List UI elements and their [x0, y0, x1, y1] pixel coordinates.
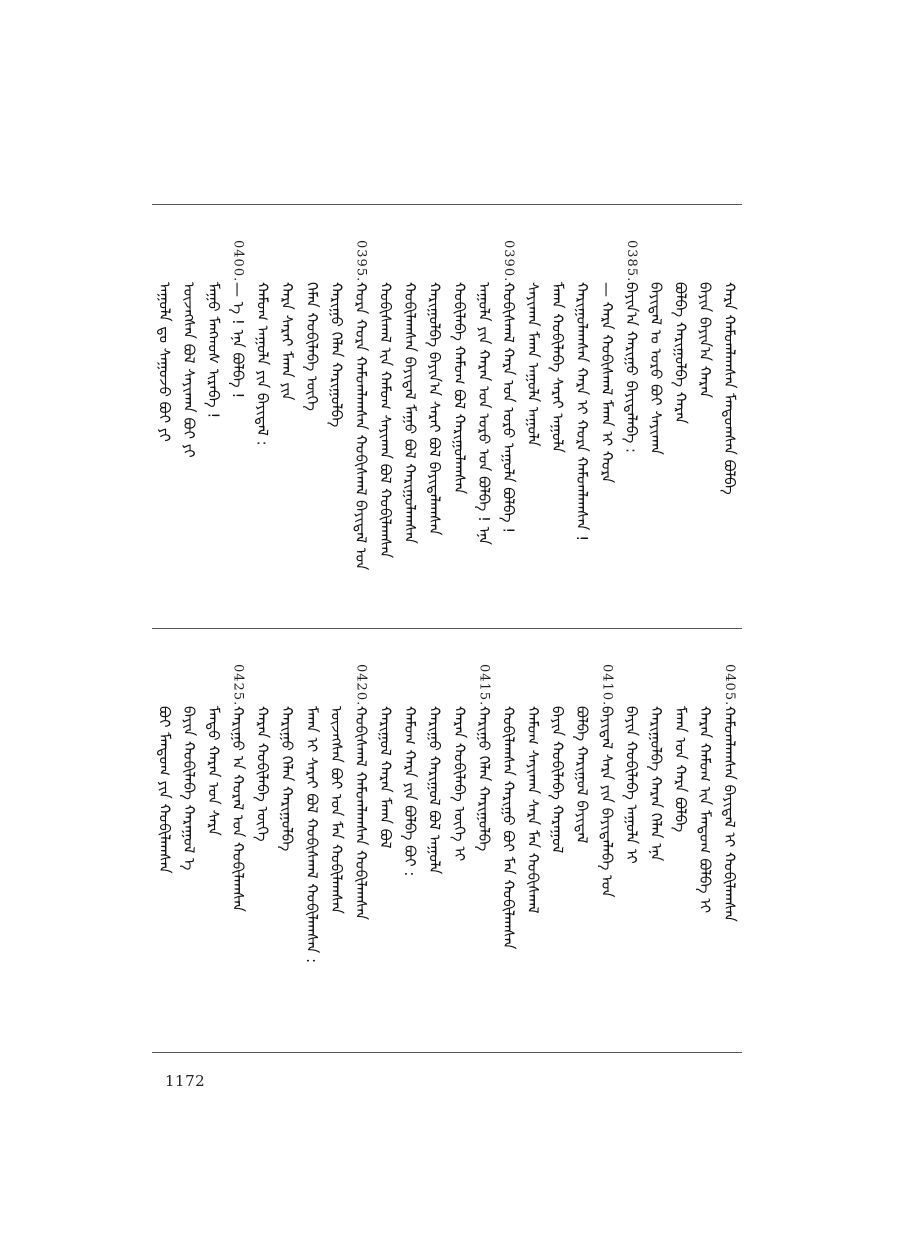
verse-line: ᠠᠭᠤᠯᠠ ᠶᠢᠨ ᠬᠠᠷᠠᠨ ᠤᠨ ᠤᠷᠤ ᠤᠨ ᠪᠤᠯᠪᠠ ! ᠡᠨᠡ: [474, 282, 493, 545]
verse-line: ᠬᠡᠮᠡᠨ ᠬᠤᠪᠢᠯᠠᠪᠠ ᠦᠭᠡ: [302, 282, 321, 412]
verse-line: ᠠᠭᠤᠯᠠ ᠳᠤ ᠰᠠᠭᠤᠵᠤ ᠪᠤᠢ ᠶᠢ: [155, 282, 174, 442]
text-column: [644, 240, 668, 455]
line-number: 0400.: [230, 240, 246, 283]
text-column: [201, 240, 225, 418]
text-column: [595, 240, 619, 483]
text-column: [423, 240, 447, 535]
bottom-text-block: [152, 636, 742, 1044]
line-number: 0395.: [353, 240, 369, 283]
verse-line: ᠰᠠᠶᠢᠬᠠᠨ ᠮᠠᠬᠠ ᠠᠭᠤᠯᠠ ᠠᠭᠤᠯᠠ: [524, 282, 543, 447]
line-number: 0385.: [623, 240, 639, 283]
verse-line: ᠬᠠᠷᠢᠭᠤᠯ ᠬᠠᠷᠠᠨ ᠮᠠᠬᠠ ᠪᠤᠯ: [376, 706, 395, 849]
text-column: [521, 664, 545, 914]
verse-line: ᠬᠤᠪᠢᠰᠬᠠᠯ ᠢᠨ ᠬᠠᠮᠤᠭ ᠰᠠᠶᠢᠬᠠᠨ ᠪᠤᠯ ᠬᠤᠪᠢᠯᠠᠭᠰᠠᠨ: [376, 282, 395, 559]
verse-line: ᠬᠠᠮᠤᠭ ᠰᠠᠶᠢᠬᠠᠨ ᠰᠠᠷᠠ ᠮᠠᠨ ᠬᠤᠪᠢᠰᠬᠠᠯ: [524, 706, 543, 914]
text-column: [226, 664, 250, 912]
text-column: [570, 664, 594, 843]
verse-line: — ᠡ ! ᠡᠨᠡ ᠪᠤᠯᠪᠠ !: [229, 282, 248, 399]
text-column: [251, 240, 275, 446]
verse-line: ᠪᠠᠶᠢᠨ ᠬᠤᠪᠢᠯᠠᠪᠠ ᠠᠭᠤᠯᠠ ᠢ: [622, 706, 641, 864]
text-column: [398, 240, 422, 544]
line-number: 0405.: [722, 664, 738, 707]
text-column: [521, 240, 545, 447]
text-column: [300, 664, 324, 963]
text-column: [496, 240, 520, 533]
line-number: 0410.: [599, 664, 615, 707]
text-column: [152, 240, 176, 442]
text-column: [472, 664, 496, 851]
text-column: [718, 240, 742, 495]
text-column: [226, 240, 250, 398]
verse-line: — ᠬᠠᠷᠠ ᠬᠤᠪᠢᠰᠬᠠᠯ ᠮᠠᠬᠠ ᠢ ᠬᠤᠷᠠ: [597, 282, 616, 484]
verse-line: ᠬᠠᠷᠠᠨ ᠬᠤᠪᠢᠯᠠᠪᠠ ᠦᠭᠡ: [253, 706, 272, 842]
text-column: [644, 664, 668, 861]
verse-line: ᠬᠠᠷᠢᠭᠤ ᠬᠡᠯᠡᠨ ᠬᠠᠷᠢᠭᠤᠯᠪᠠ: [474, 706, 493, 852]
line-number: 0420.: [353, 664, 369, 707]
verse-line: ᠪᠠᠶᠢᠨ ᠬᠤᠪᠢᠯᠠᠪᠠ ᠬᠠᠷᠠᠭᠤᠯ ᠡ: [179, 706, 198, 871]
text-column: [423, 664, 447, 874]
top-rule: [152, 204, 742, 205]
verse-line: ᠬᠠᠷᠠ ᠬᠠᠮᠤᠭᠯᠠᠭᠰᠠᠨ ᠮᠠᠨᠳᠤᠭᠰᠠᠨ ᠪᠤᠯᠪᠠ: [720, 282, 739, 495]
verse-line: ᠬᠠᠮᠤᠭ ᠬᠠᠷᠠ ᠶᠢᠨ ᠪᠤᠯᠪᠠ ᠪᠤᠢ :: [401, 706, 420, 877]
text-column: [693, 664, 717, 913]
text-column: [669, 240, 693, 424]
line-number: 0425.: [230, 664, 246, 707]
text-column: [496, 664, 520, 949]
verse-line: ᠪᠠᠶᠢᠨ ᠬᠤᠪᠢᠯᠠᠪᠠ ᠬᠠᠷᠠᠭᠤᠯ: [548, 706, 567, 854]
text-column: [275, 240, 299, 401]
text-column: [570, 240, 594, 541]
verse-line: ᠦᠵᠡᠭᠰᠡᠨ ᠪᠤᠢ ᠤᠨ ᠮᠠᠨ ᠬᠤᠪᠢᠯᠠᠭᠰᠠᠨ: [327, 706, 346, 914]
verse-line: ᠬᠤᠪᠢᠯᠠᠭᠰᠠᠨ ᠪᠠᠶᠢᠳᠠᠯ ᠮᠠᠭᠤ ᠪᠤᠯ ᠬᠠᠷᠢᠭᠤᠯᠠᠭᠰᠠᠨ: [401, 282, 420, 544]
verse-line: ᠬᠠᠷᠠᠨ ᠬᠤᠪᠢᠯᠠᠪᠠ ᠦᠭᠡ ᠢ: [450, 706, 469, 862]
text-column: [398, 664, 422, 876]
verse-line: ᠮᠠᠬᠠ ᠬᠤᠪᠢᠯᠠᠪᠠ ᠰᠠᠷᠠᠢ ᠠᠭᠤᠯᠠ: [548, 282, 567, 453]
verse-line: ᠬᠤᠪᠢᠰᠬᠠᠯ ᠬᠠᠮᠤᠭᠯᠠᠭᠰᠠᠨ ᠬᠤᠪᠢᠯᠠᠭᠰᠠᠨ: [351, 706, 370, 921]
text-column: [619, 240, 643, 453]
verse-line: ᠪᠤᠯᠪᠠ ᠬᠠᠷᠢᠭᠤᠯ ᠪᠠᠶᠢᠳᠠᠯ: [573, 706, 592, 844]
verse-line: ᠮᠠᠬᠠ ᠤᠨ ᠬᠠᠷᠠ ᠪᠤᠯᠪᠠ: [671, 706, 690, 833]
verse-line: ᠬᠤᠷᠠ ᠬᠤᠷᠠ ᠬᠠᠮᠤᠭᠯᠠᠭᠰᠠᠨ ᠬᠤᠪᠢᠰᠬᠠᠯ ᠪᠠᠶᠢᠳᠠᠯ ᠤᠨ: [351, 282, 370, 571]
text-column: [177, 664, 201, 870]
text-column: [275, 664, 299, 851]
text-column: [324, 240, 348, 427]
verse-line: ᠪᠤᠯᠪᠠ ᠬᠠᠷᠢᠭᠤᠯᠪᠠ ᠬᠠᠷᠠᠨ: [671, 282, 690, 424]
verse-line: ᠬᠠᠷᠢᠭᠤ ᠬᠡᠯᠡᠨ ᠬᠠᠷᠢᠭᠤᠯᠪᠠ: [327, 282, 346, 428]
verse-line: ᠪᠠᠶᠢᠳᠠᠯ ᠤ ᠤᠷᠤ ᠪᠤᠢ ᠰᠠᠶᠢᠬᠠᠨ: [646, 282, 665, 455]
text-column: [300, 240, 324, 411]
verse-line: ᠬᠤᠪᠢᠯᠠᠭᠰᠠᠨ ᠬᠠᠷᠢᠭᠤ ᠪᠤᠢ ᠮᠠᠨ ᠬᠤᠪᠢᠯᠠᠭᠰᠠᠨ: [499, 706, 518, 950]
verse-line: ᠮᠠᠬᠠ ᠢ ᠰᠠᠷᠠᠢ ᠪᠤᠯ ᠬᠤᠪᠢᠰᠬᠠᠯ ᠬᠤᠪᠢᠯᠠᠭᠰᠠᠨ :: [302, 706, 321, 964]
text-column: [619, 664, 643, 864]
text-column: [201, 664, 225, 836]
text-column: [546, 664, 570, 853]
text-column: [349, 664, 373, 920]
text-column: [152, 664, 176, 874]
verse-line: ᠪᠠᠶᠢᠨ᠎ᠠ ᠬᠠᠷᠢᠭᠤ ᠪᠠᠶᠢᠳᠠᠯᠠᠪᠠ :: [622, 282, 641, 454]
text-column: [693, 240, 717, 398]
text-column: [472, 240, 496, 545]
verse-line: ᠪᠠᠶᠢᠨ ᠪᠠᠶᠢᠨ᠎ᠠ ᠬᠠᠷᠠᠨ: [696, 282, 715, 398]
text-column: [447, 240, 471, 494]
verse-line: ᠬᠠᠷᠢᠭᠤᠯᠪᠠ ᠬᠠᠷᠠᠨ ᠬᠡᠯᠡᠨ ᠡᠨᠡ: [646, 706, 665, 862]
verse-line: ᠮᠠᠨᠳᠤ ᠬᠠᠷᠠᠨ ᠤᠨ ᠰᠠᠷᠠ: [204, 706, 223, 836]
verse-line: ᠮᠠᠭᠤ ᠮᠠᠩᠬᠤᠰ ᠢᠷᠡᠪᠡ !: [204, 282, 223, 419]
verse-line: ᠦᠵᠡᠭᠰᠡᠨ ᠪᠤᠯ ᠰᠠᠶᠢᠬᠠᠨ ᠪᠤᠢ ᠶᠢ: [179, 282, 198, 458]
verse-line: ᠬᠠᠷᠢᠭᠤᠯᠪᠠ ᠪᠠᠶᠢᠨ᠎ᠠ ᠰᠠᠷᠠᠢ ᠪᠤᠯ ᠪᠠᠶᠢᠳᠠᠯᠠᠭᠰᠠᠨ: [425, 282, 444, 536]
verse-line: ᠬᠠᠷᠠ ᠰᠠᠷᠠᠢ ᠮᠠᠬᠠ ᠶᠢᠨ: [278, 282, 297, 401]
text-column: [669, 664, 693, 832]
middle-rule: [152, 628, 742, 629]
verse-line: ᠬᠠᠷᠢᠭᠤ ᠬᠡᠯᠡᠨ ᠬᠠᠷᠢᠭᠤᠯᠪᠠ: [278, 706, 297, 852]
text-column: [349, 240, 373, 570]
verse-line: ᠬᠠᠷᠢᠭᠤ ᠬᠠᠷᠢᠭᠤᠯ ᠪᠤᠯ ᠠᠭᠤᠯᠠ: [425, 706, 444, 875]
text-column: [546, 240, 570, 453]
text-column: [177, 240, 201, 458]
text-column: [374, 664, 398, 849]
text-column: [251, 664, 275, 842]
line-number: 0415.: [476, 664, 492, 707]
verse-line: ᠬᠠᠷᠢᠭᠤᠯᠠᠭᠰᠠᠨ ᠬᠠᠷᠠ ᠢ ᠬᠤᠷᠠ ᠬᠠᠮᠤᠭᠯᠠᠭᠰᠠᠨ !: [573, 282, 592, 542]
text-column: [374, 240, 398, 558]
verse-line: ᠪᠤᠢ ᠮᠠᠨᠳᠤᠭ ᠶᠢᠨ ᠬᠤᠪᠢᠯᠠᠭᠰᠠᠨ: [155, 706, 174, 874]
bottom-rule: [152, 1052, 742, 1053]
verse-line: ᠬᠠᠷᠢᠭᠤ ᠡᠨ ᠬᠤᠷᠠᠯ ᠤᠨ ᠬᠤᠪᠢᠯᠠᠭᠰᠠᠨ: [229, 706, 248, 912]
verse-line: ᠬᠠᠮᠤᠭ ᠠᠭᠤᠯᠠ ᠶᠢᠨ ᠪᠠᠶᠢᠳᠠᠯ :: [253, 282, 272, 446]
verse-line: ᠬᠤᠪᠢᠰᠬᠠᠯ ᠬᠠᠷᠠ ᠤᠨ ᠤᠷᠤ ᠠᠭᠤᠯᠠ ᠪᠤᠯᠪᠠ !: [499, 282, 518, 534]
text-column: [324, 664, 348, 914]
verse-line: ᠬᠠᠮᠤᠭᠯᠠᠭᠰᠠᠨ ᠪᠠᠶᠢᠳᠠᠯ ᠢ ᠬᠤᠪᠢᠯᠠᠭᠰᠠᠨ: [720, 706, 739, 922]
verse-line: ᠪᠠᠶᠢᠳᠠᠯ ᠰᠠᠷᠠ ᠶᠢᠨ ᠪᠠᠶᠢᠳᠠᠯᠠᠪᠠ ᠤᠨ: [597, 706, 616, 898]
verse-line: ᠬᠠᠷᠠᠨ ᠬᠠᠮᠤᠭ ᠢᠨ ᠮᠠᠨᠳᠤᠭ ᠪᠤᠯᠪᠠ ᠢ: [696, 706, 715, 914]
text-column: [718, 664, 742, 922]
page-number: 1172: [165, 1072, 206, 1090]
text-column: [447, 664, 471, 861]
verse-line: ᠬᠤᠪᠢᠯᠠᠪᠠ ᠬᠠᠮᠤᠭ ᠪᠤᠯ ᠬᠠᠷᠢᠭᠤᠯᠠᠭᠰᠠᠨ: [450, 282, 469, 495]
text-column: [595, 664, 619, 897]
line-number: 0390.: [500, 240, 516, 283]
top-text-block: [152, 212, 742, 620]
